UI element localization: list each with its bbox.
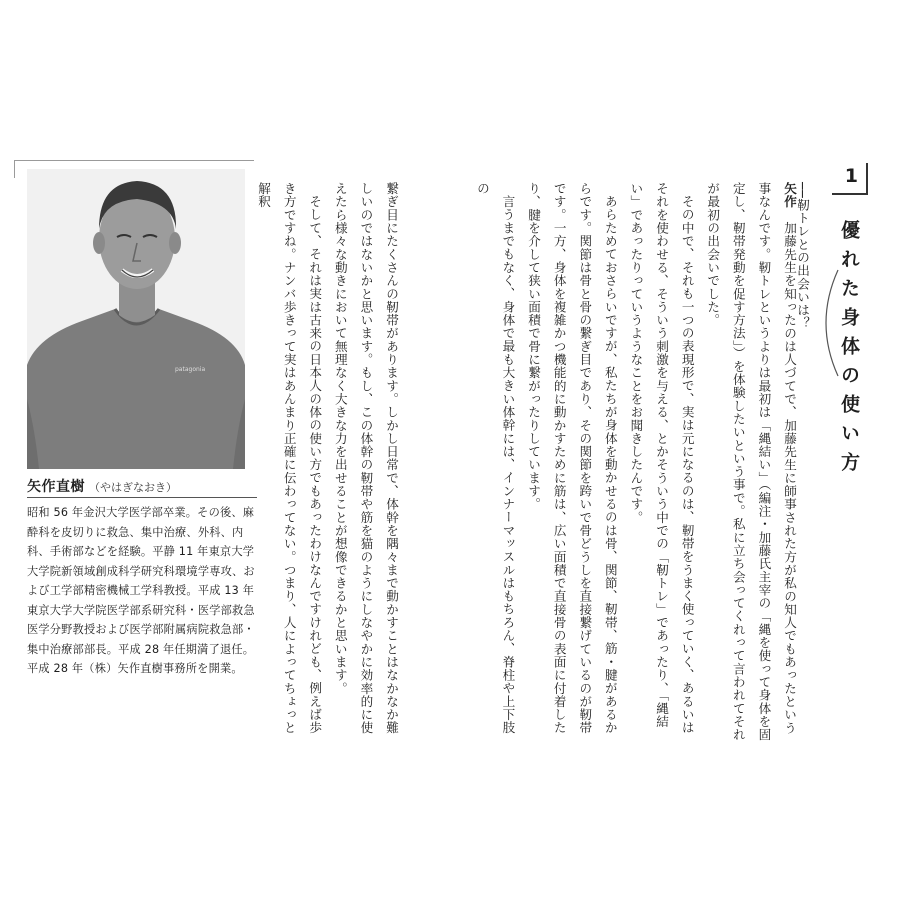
paragraph: あらためておさらいですが、私たちが身体を動かせるのは骨、関節、靭帯、筋・腱があるからです。関節は骨と骨の繋ぎ目であり、その関節を跨いで骨どうしを直接繋げているのが靭帯です。一方、身体を複雑かつ機能的に動かすために筋は、広い面積で直接骨の表面に付着したり、腱を介して狭い面積で骨に繋がったりしています。	[526, 182, 618, 735]
author-portrait-photo	[27, 169, 245, 469]
chapter-number: 1	[844, 165, 858, 187]
profile-reading: （やはぎなおき）	[89, 481, 177, 494]
profile-name-row	[27, 476, 257, 498]
profile-bio: 昭和 56 年金沢大学医学部卒業。その後、麻酔科を皮切りに救急、集中治療、外科、内科、手術部などを経験。平静 11 年東京大学大学院新領域創成科学研究科環境学専攻、および工学部精密機械工学科教授。平成 13 年東京大学大学院医学部系研究科・医学部救急医学分野教授および医学部附属病院救急部・集中治療部部長。平成 28 年任期満了退任。平成 28 年（株）矢作直樹事務所を開業。	[27, 506, 255, 675]
paragraph-speaker	[700, 182, 802, 742]
crop-mark-horizontal	[14, 160, 254, 161]
paragraph: 加藤先生を知ったのは人づてで、加藤先生に師事された方が私の知人でもあったという事なんです。靭トレというよりは最初は「縄結い」（編注・加藤氏主宰の「縄を使って身体を固定し、靭帯発動を促す方法」）を体験したいという事で。私に立ち会ってくれって言われてそれが最初の出会いでした。	[705, 182, 797, 742]
crop-mark-vertical	[14, 160, 15, 178]
body-text-left-column	[256, 182, 404, 742]
chapter-title: 優れた身体の使い方	[838, 219, 860, 481]
section-subheading: ──靭トレとの出会いは？	[795, 182, 810, 330]
profile-divider	[27, 497, 257, 498]
paragraph: 言うまでもなく、身体で最も大きい体幹には、インナーマッスルはもちろん、脊柱や上下肢の	[474, 182, 516, 734]
shirt-logo-text: patagonia	[175, 366, 206, 373]
profile-name: 矢作直樹	[27, 479, 85, 495]
paragraph: そして、それは実は古来の日本人の体の使い方でもあったわけなんですけれども、例えば歩き方ですね。ナンバ歩きって実はあんまり正確に伝わってない。つまり、人によってちょっと解釈	[256, 182, 323, 735]
speaker-label: 矢作	[782, 182, 797, 209]
paragraph: その中で、それも一つの表現形で、実は元になるのは、靭帯をうまく使っていく、あるいはそれを使わせる、そういう刺激を与える、とかそういう中での「靭トレ」であったり、「縄結い」であったりっていうようなことをお聞きしたんです。	[628, 182, 695, 734]
chapter-number-box	[832, 163, 868, 195]
paragraph: 繋ぎ目にたくさんの靭帯があります。しかし日常で、体幹を隅々まで動かすことはなかなか難しいのではないかと思います。もし、この体幹の靭帯や筋を猫のようにしなやかに効率的に使えたら様々な動きにおいて無理なく大きな力を出せることが想像できるかと思います。	[332, 182, 399, 735]
body-text-right-column	[474, 182, 802, 742]
